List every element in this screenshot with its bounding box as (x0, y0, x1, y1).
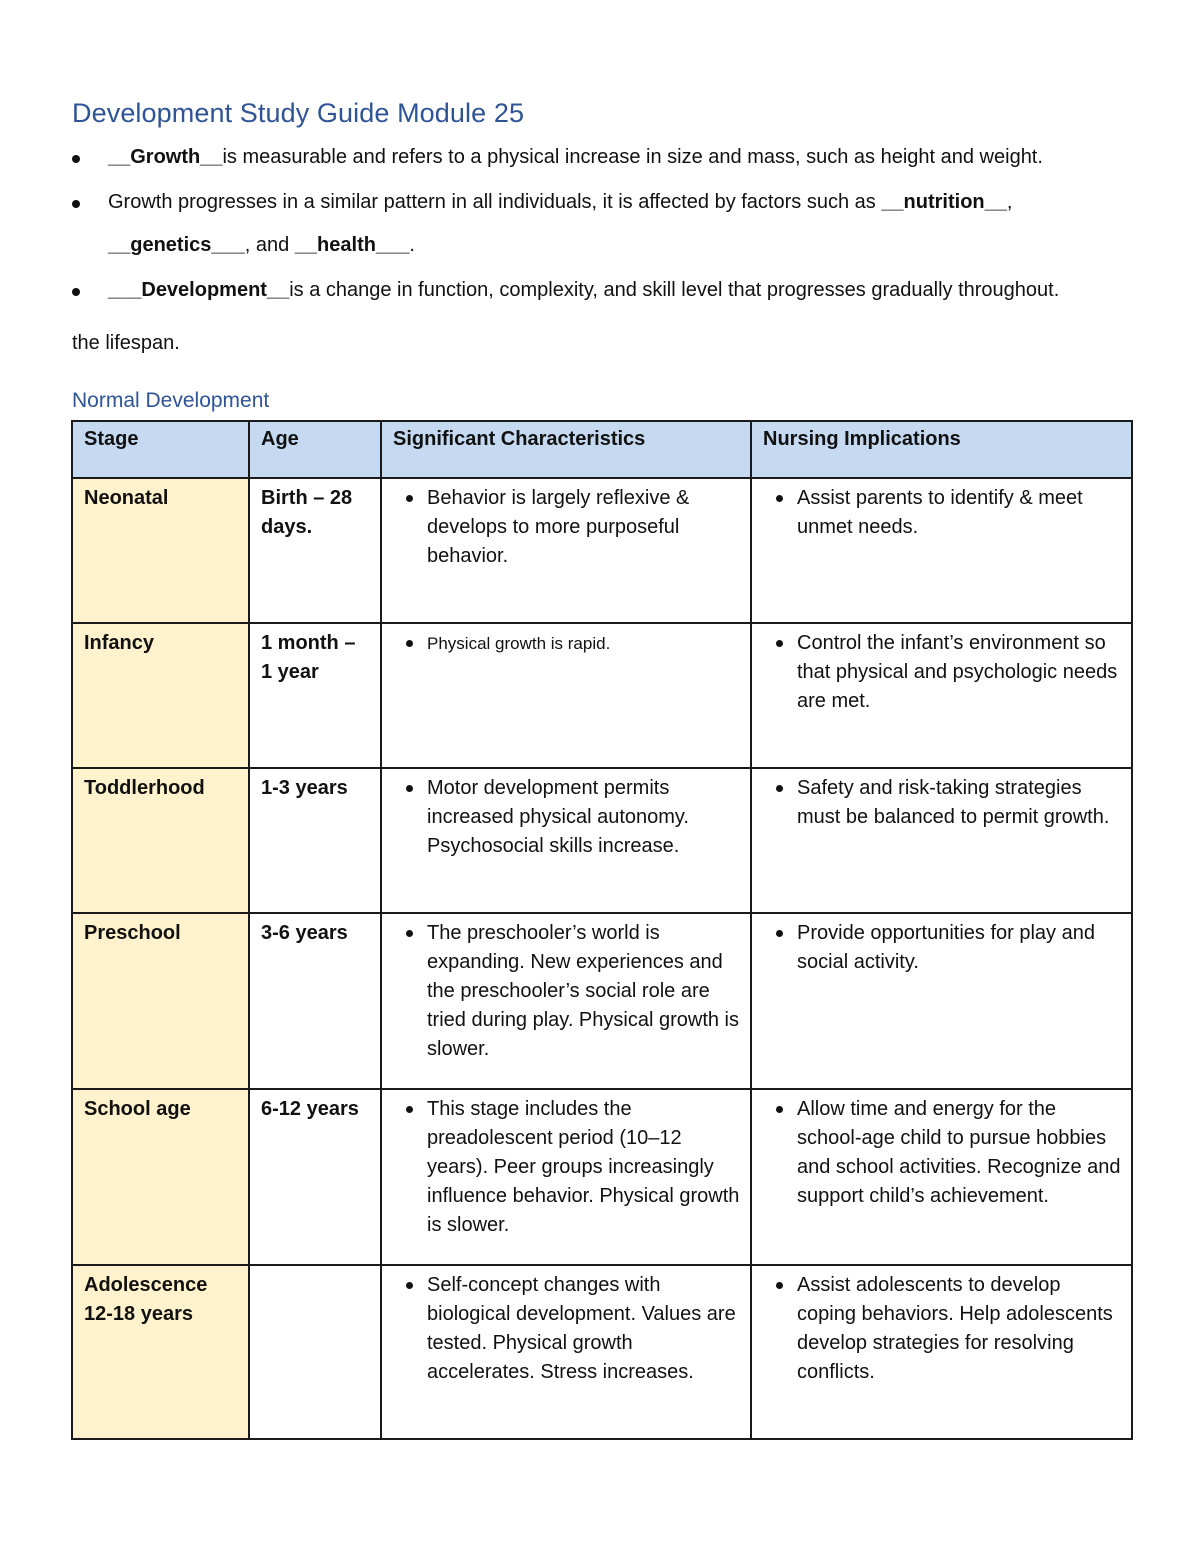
table-header-row (72, 421, 1132, 478)
characteristics-text: Behavior is largely reflexive & develops to more purposeful behavior. (427, 487, 690, 567)
blank-answer-development: ___Development__ (108, 279, 290, 301)
blank-answer-genetics: __genetics___ (108, 234, 245, 256)
stage-cell: Toddlerhood (72, 768, 249, 913)
bullet-dot-icon (72, 200, 80, 208)
implications-text: Assist parents to identify & meet unmet needs. (797, 487, 1083, 538)
page-title: Development Study Guide Module 25 (72, 98, 525, 128)
characteristics-text: The preschooler’s world is expanding. New experiences and the preschooler’s social role are tried during play. Physical growth is slower. (427, 922, 739, 1060)
table-row (72, 478, 1132, 623)
list-item (763, 1095, 1121, 1211)
bullet-dot-icon (406, 1282, 413, 1289)
characteristics-text: This stage includes the preadolescent period (10–12 years). Peer groups increasingly influence behavior. Physical growth is slower. (427, 1098, 740, 1236)
bullet-dot-icon (406, 930, 413, 937)
characteristics-cell (381, 1265, 751, 1439)
bullet-dot-icon (72, 155, 80, 163)
bullet-text: is a change in function, complexity, and skill level that progresses gradually throughout. (289, 279, 1060, 301)
bullet-dot-icon (776, 1282, 783, 1289)
implications-cell (751, 913, 1132, 1089)
list-item (393, 774, 740, 861)
list-item (393, 919, 740, 1064)
stage-cell: School age (72, 1089, 249, 1265)
bullet-text: . (409, 234, 415, 256)
header-implications: Nursing Implications (751, 421, 1132, 478)
bullet-growth-factors (72, 181, 1142, 269)
bullet-text: is measurable and refers to a physical increase in size and mass, such as height and weight. (222, 146, 1043, 168)
blank-answer-health: __health___ (294, 234, 410, 256)
section-heading: Normal Development (72, 389, 270, 412)
characteristics-cell (381, 1089, 751, 1265)
bullet-dot-icon (776, 495, 783, 502)
list-item (393, 1271, 740, 1387)
list-item (763, 484, 1121, 542)
implications-text: Provide opportunities for play and social activity. (797, 922, 1095, 973)
characteristics-text: Physical growth is rapid. (427, 634, 611, 653)
table-row (72, 913, 1132, 1089)
list-item (393, 1095, 740, 1240)
bullet-dot-icon (776, 1106, 783, 1113)
implications-cell (751, 768, 1132, 913)
implications-cell (751, 1265, 1132, 1439)
implications-text: Control the infant’s environment so that physical and psychologic needs are met. (797, 632, 1118, 712)
blank-answer-nutrition: __nutrition__ (881, 191, 1007, 213)
stage-cell: Preschool (72, 913, 249, 1089)
intro-bullet-list (72, 136, 1142, 314)
bullet-dot-icon (72, 288, 80, 296)
characteristics-text: Motor development permits increased physical autonomy. Psychosocial skills increase. (427, 777, 689, 857)
age-cell: Birth – 28 days. (249, 478, 381, 623)
implications-text: Assist adolescents to develop coping behaviors. Help adolescents develop strategies for resolving conflicts. (797, 1274, 1113, 1383)
bullet-text: , and (244, 234, 295, 256)
age-cell: 1 month – 1 year (249, 623, 381, 768)
implications-cell (751, 1089, 1132, 1265)
list-item (763, 919, 1121, 977)
bullet-dot-icon (776, 640, 783, 647)
implications-text: Safety and risk-taking strategies must be balanced to permit growth. (797, 777, 1110, 828)
header-age: Age (249, 421, 381, 478)
age-cell: 1-3 years (249, 768, 381, 913)
list-item (393, 629, 740, 658)
characteristics-cell (381, 623, 751, 768)
list-item (763, 1271, 1121, 1387)
blank-answer-growth: __Growth__ (108, 146, 223, 168)
stage-cell: Infancy (72, 623, 249, 768)
stage-cell: Adolescence 12-18 years (72, 1265, 249, 1439)
list-item (763, 774, 1121, 832)
bullet-text: Growth progresses in a similar pattern in all individuals, it is affected by factors such as (108, 191, 882, 213)
bullet-development (72, 269, 1142, 314)
bullet-dot-icon (406, 640, 413, 647)
bullet-growth (72, 136, 1142, 181)
table-row (72, 768, 1132, 913)
age-cell: 3-6 years (249, 913, 381, 1089)
characteristics-cell (381, 478, 751, 623)
bullet-dot-icon (406, 785, 413, 792)
implications-cell (751, 478, 1132, 623)
implications-cell (751, 623, 1132, 768)
age-cell: 6-12 years (249, 1089, 381, 1265)
age-cell (249, 1265, 381, 1439)
characteristics-cell (381, 768, 751, 913)
stage-cell: Neonatal (72, 478, 249, 623)
list-item (763, 629, 1121, 716)
characteristics-cell (381, 913, 751, 1089)
header-stage: Stage (72, 421, 249, 478)
implications-text: Allow time and energy for the school-age child to pursue hobbies and school activities. Recognize and support child’s achievement. (797, 1098, 1121, 1207)
bullet-dot-icon (776, 785, 783, 792)
list-item (393, 484, 740, 571)
continuation-text: the lifespan. (72, 332, 180, 354)
table-row (72, 1265, 1132, 1439)
normal-development-table (71, 420, 1133, 1440)
header-characteristics: Significant Characteristics (381, 421, 751, 478)
bullet-dot-icon (406, 1106, 413, 1113)
table-row (72, 623, 1132, 768)
bullet-text: , (1006, 191, 1013, 213)
bullet-dot-icon (406, 495, 413, 502)
bullet-dot-icon (776, 930, 783, 937)
table-row (72, 1089, 1132, 1265)
characteristics-text: Self-concept changes with biological development. Values are tested. Physical growth accelerates. Stress increases. (427, 1274, 736, 1383)
